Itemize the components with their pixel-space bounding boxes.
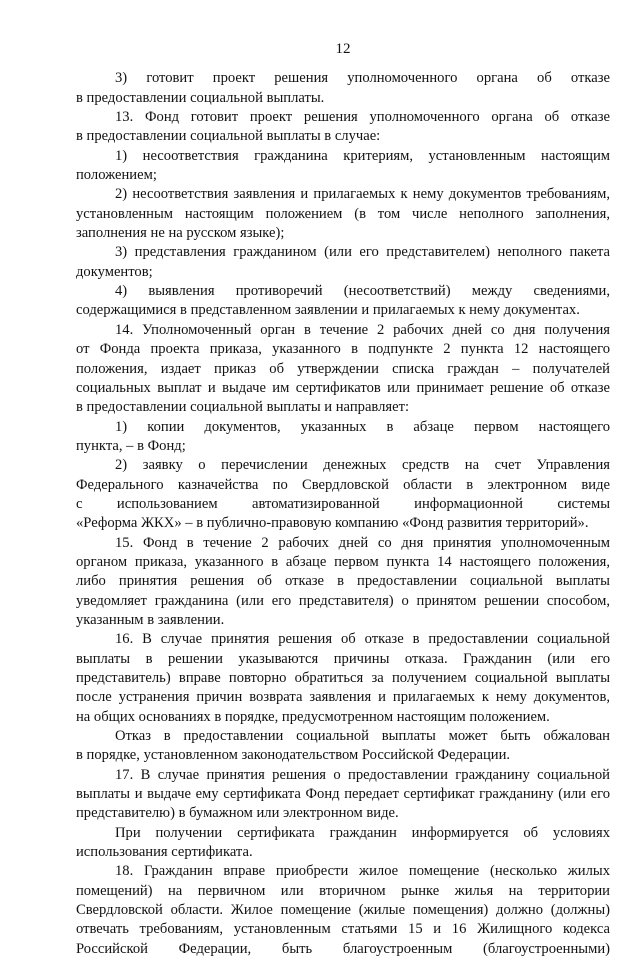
paragraph-line: после устранения причин возврата заявления и прилагаемых к нему документов, [76, 689, 610, 706]
paragraph-line: 2) несоответствия заявления и прилагаемых к нему документов требованиям, [115, 186, 610, 203]
paragraph-line: 16. В случае принятия решения об отказе в предоставлении социальной [115, 631, 610, 648]
paragraph-line: 13. Фонд готовит проект решения уполномоченного органа об отказе [115, 109, 610, 126]
paragraph-line: 2) заявку о перечислении денежных средств на счет Управления [115, 457, 610, 474]
paragraph-line: При получении сертификата гражданин информируется об условиях [115, 824, 610, 841]
paragraph-line: отвечать требованиям, установленным статьями 15 и 16 Жилищного кодекса [76, 921, 610, 938]
paragraph-line: пункта, – в Фонд; [76, 437, 186, 454]
paragraph-line: 14. Уполномоченный орган в течение 2 рабочих дней со дня получения [115, 321, 610, 338]
paragraph-line: представитель) вправе повторно обратиться за получением социальной выплаты [76, 670, 610, 686]
paragraph-line: 4) выявления противоречий (несоответствий) между сведениями, [115, 283, 610, 300]
paragraph-line: либо принятия решения об отказе в предоставлении социальной выплаты [76, 573, 610, 590]
paragraph-line: Российской Федерации, быть благоустроенным (благоустроенными) [76, 940, 610, 957]
paragraph-line: 1) несоответствия гражданина критериям, установленным настоящим [115, 147, 610, 164]
paragraph-line: на общих основаниях в порядке, предусмотренном настоящим положением. [76, 708, 550, 725]
paragraph-line: представителю) в бумажном или электронном виде. [76, 805, 399, 822]
paragraph-line: Федерального казначейства по Свердловской области в электронном виде [76, 476, 610, 493]
page-number: 12 [335, 41, 351, 57]
paragraph-line: в порядке, установленном законодательством Российской Федерации. [76, 747, 511, 764]
paragraph-line: помещений) на первичном или вторичном рынке жилья на территории [76, 882, 610, 899]
paragraph-line: в предоставлении социальной выплаты. [76, 89, 325, 106]
paragraph-line: установленным настоящим положением (в том числе неполного заполнения, [76, 205, 610, 222]
paragraph-line: от Фонда проекта приказа, указанного в подпункте 2 пункта 12 настоящего [76, 341, 610, 358]
paragraph-line: указанным в заявлении. [76, 611, 225, 628]
paragraph-line: заполнения не на русском языке); [76, 225, 285, 242]
paragraph-line: 3) готовит проект решения уполномоченного органа об отказе [115, 70, 610, 87]
paragraph-line: в предоставлении социальной выплаты в случае: [76, 128, 381, 145]
paragraph-line: 3) представления гражданином (или его представителем) неполного пакета [115, 244, 610, 261]
document-body [76, 69, 610, 959]
paragraph-line: 18. Гражданин вправе приобрести жилое помещение (несколько жилых [115, 863, 610, 880]
paragraph-line: уведомляет гражданина (или его представителя) о принятом решении способом, [76, 592, 610, 609]
paragraph-line: Отказ в предоставлении социальной выплаты может быть обжалован [115, 728, 610, 745]
paragraph-line: с использованием автоматизированной информационной системы [76, 495, 610, 512]
paragraph-line: использования сертификата. [76, 844, 253, 861]
paragraph-line: выплаты в решении указываются причины отказа. Гражданин (или его [76, 650, 610, 667]
paragraph-line: содержащимися в представленном заявлении и прилагаемых к нему документах. [76, 302, 580, 319]
paragraph-line: 17. В случае принятия решения о предоставлении гражданину социальной [115, 766, 610, 783]
paragraph-line: в предоставлении социальной выплаты и направляет: [76, 399, 410, 416]
paragraph-line: 1) копии документов, указанных в абзаце первом настоящего [115, 418, 610, 435]
paragraph-line: «Реформа ЖКХ» – в публично-правовую компанию «Фонд развития территорий». [76, 515, 589, 532]
paragraph-line: социальных выплат и выдаче им сертификатов или принимает решение об отказе [76, 379, 610, 396]
paragraph-line: положением; [76, 167, 157, 184]
paragraph-line: органом приказа, указанного в абзаце первом пункта 14 настоящего положения, [76, 553, 610, 570]
paragraph-line: 15. Фонд в течение 2 рабочих дней со дня принятия уполномоченным [115, 534, 610, 551]
paragraph-line: выплаты и выдаче ему сертификата Фонд передает сертификат гражданину (или его [76, 786, 610, 803]
paragraph-line: положения, издает приказ об утверждении списка граждан – получателей [76, 360, 610, 377]
paragraph-line: Свердловской области. Жилое помещение (жилые помещения) должно (должны) [76, 902, 610, 919]
paragraph-line: документов; [76, 263, 153, 280]
